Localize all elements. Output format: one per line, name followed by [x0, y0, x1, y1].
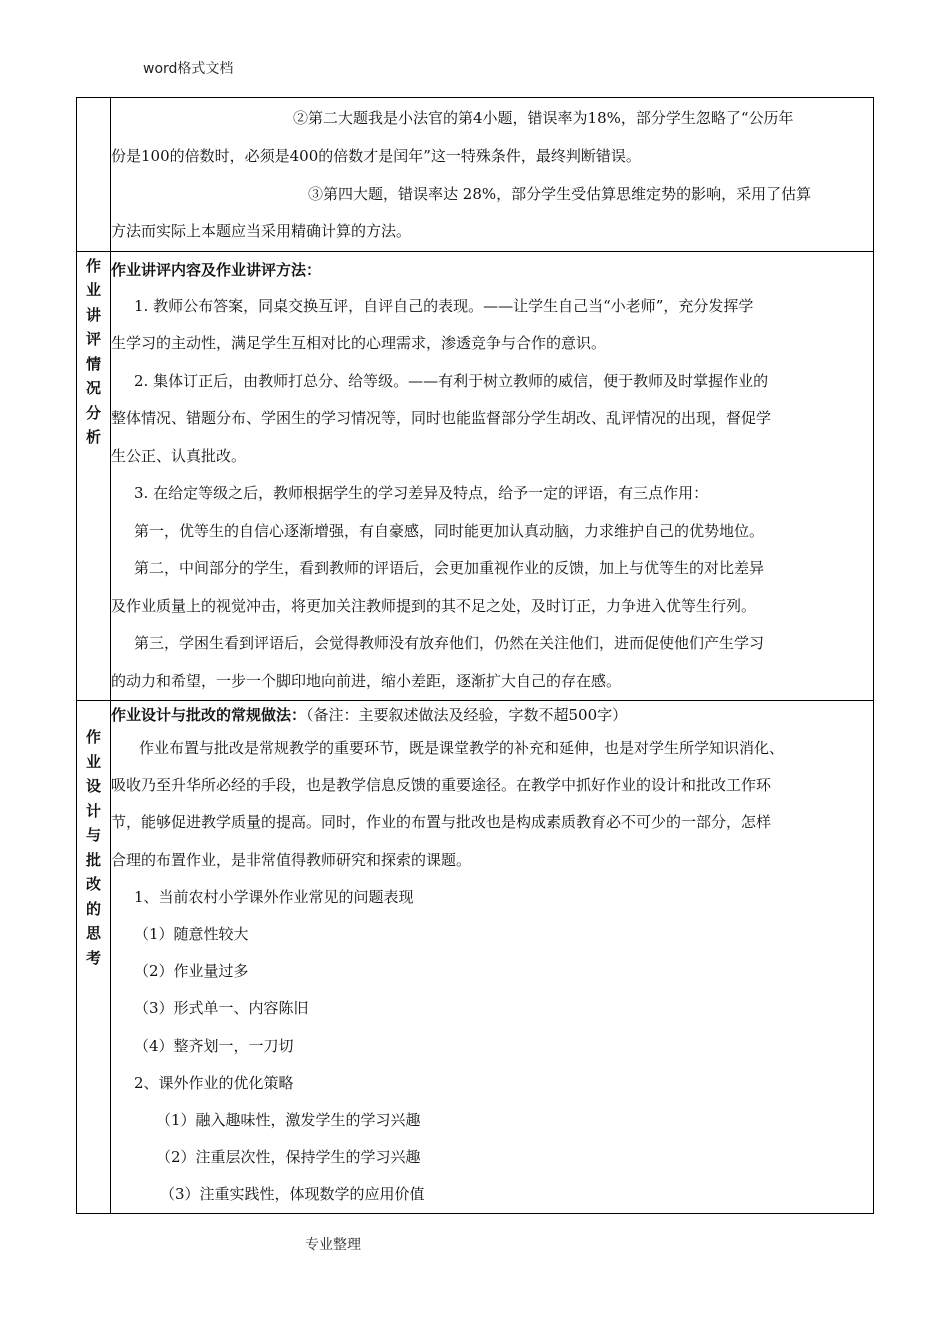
- text-line: 生公正、认真批改。: [111, 446, 247, 465]
- list-item: （2）注重层次性，保持学生的学习兴趣: [156, 1148, 421, 1167]
- review-content-cell: [111, 251, 874, 701]
- list-item: （2）作业量过多: [134, 962, 249, 981]
- label-char: 的: [85, 899, 101, 918]
- row-label-design-reflection: [77, 701, 111, 1214]
- label-char: 作: [85, 728, 101, 746]
- label-char: 考: [85, 948, 101, 967]
- label-char: 批: [85, 850, 101, 869]
- label-char: 业: [85, 281, 101, 299]
- text-line: 吸收乃至升华所必经的手段，也是教学信息反馈的重要途径。在教学中抓好作业的设计和批改工作环: [111, 776, 772, 795]
- text-line: ③第四大题，错误率达 28%，部分学生受估算思维定势的影响，采用了估算: [308, 184, 812, 203]
- text-line: 生学习的主动性，满足学生互相对比的心理需求，渗透竞争与合作的意识。: [111, 334, 607, 352]
- list-item: 1、当前农村小学课外作业常见的问题表现: [134, 887, 414, 906]
- label-char: 改: [85, 875, 101, 893]
- list-item: （1）随意性较大: [134, 924, 249, 943]
- document-table: [76, 97, 874, 1214]
- text-line: 第一，优等生的自信心逐渐增强，有自豪感，同时能更加认真动脑，力求维护自己的优势地位。: [134, 521, 765, 540]
- label-char: 作: [85, 256, 101, 275]
- text-line: 1. 教师公布答案，同桌交换互评，自评自己的表现。——让学生自己当“小老师”，充分发挥学: [134, 296, 754, 315]
- table-row: [77, 98, 874, 252]
- label-char: 析: [85, 428, 101, 446]
- text-line: 节，能够促进教学质量的提高。同时，作业的布置与批改也是构成素质教育必不可少的一部分，怎样: [111, 813, 772, 832]
- design-content-cell: [111, 701, 874, 1214]
- text-line: ②第二大题我是小法官的第4小题，错误率为18%，部分学生忽略了“公历年: [293, 109, 794, 127]
- section-title: 作业讲评内容及作业讲评方法：: [111, 260, 322, 279]
- label-char: 情: [85, 354, 101, 373]
- table-row: [77, 701, 874, 1214]
- label-char: 分: [85, 403, 101, 422]
- text-line: 的动力和希望，一步一个脚印地向前进，缩小差距，逐渐扩大自己的存在感。: [111, 671, 622, 690]
- row-label-review-analysis: [77, 251, 111, 701]
- text-line: 整体情况、错题分布、学困生的学习情况等，同时也能监督部分学生胡改、乱评情况的出现，督促学: [111, 409, 772, 427]
- text-line: 方法而实际上本题应当采用精确计算的方法。: [111, 222, 412, 240]
- text-line: 份是100的倍数时，必须是400的倍数才是闰年”这一特殊条件，最终判断错误。: [111, 147, 641, 165]
- list-item: 2、课外作业的优化策略: [134, 1073, 294, 1092]
- text-line: 作业布置与批改是常规教学的重要环节，既是课堂教学的补充和延伸，也是对学生所学知识消化、: [139, 739, 785, 757]
- label-char: 讲: [85, 305, 101, 324]
- text-line: 第三，学困生看到评语后，会觉得教师没有放弃他们，仍然在关注他们，进而促使他们产生学习: [134, 634, 765, 652]
- label-char: 评: [85, 330, 101, 348]
- text-line: 3. 在给定等级之后，教师根据学生的学习差异及特点，给予一定的评语，有三点作用：: [134, 484, 709, 502]
- label-char: 业: [85, 752, 101, 771]
- section-title: [111, 701, 873, 730]
- page-header: word格式文档: [143, 61, 234, 77]
- list-item: （3）注重实践性，体现数学的应用价值: [160, 1185, 425, 1204]
- section-title-bold: 作业设计与批改的常规做法：: [111, 706, 307, 724]
- label-char: 计: [85, 801, 101, 820]
- error-analysis-cell: [111, 98, 874, 252]
- list-item: （1）融入趣味性，激发学生的学习兴趣: [156, 1110, 421, 1129]
- text-line: 合理的布置作业，是非常值得教师研究和探索的课题。: [111, 850, 472, 869]
- row-label-empty: [77, 98, 111, 252]
- label-char: 况: [85, 379, 101, 397]
- label-char: 设: [85, 777, 101, 795]
- table-row: [77, 251, 874, 701]
- list-item: （4）整齐划一，一刀切: [134, 1036, 294, 1055]
- text-line: 及作业质量上的视觉冲击，将更加关注教师提到的其不足之处，及时订正，力争进入优等生行列。: [111, 596, 757, 615]
- list-item: （3）形式单一、内容陈旧: [134, 999, 309, 1018]
- label-char: 思: [85, 924, 101, 942]
- label-char: 与: [85, 826, 101, 844]
- page-footer: 专业整理: [305, 1237, 361, 1253]
- text-line: 2. 集体订正后，由教师打总分、给等级。——有利于树立教师的威信，便于教师及时掌握作业的: [134, 371, 769, 390]
- section-title-note: （备注：主要叙述做法及经验，字数不超500字）: [306, 706, 628, 724]
- text-line: 第二，中间部分的学生，看到教师的评语后，会更加重视作业的反馈，加上与优等生的对比差异: [134, 559, 765, 577]
